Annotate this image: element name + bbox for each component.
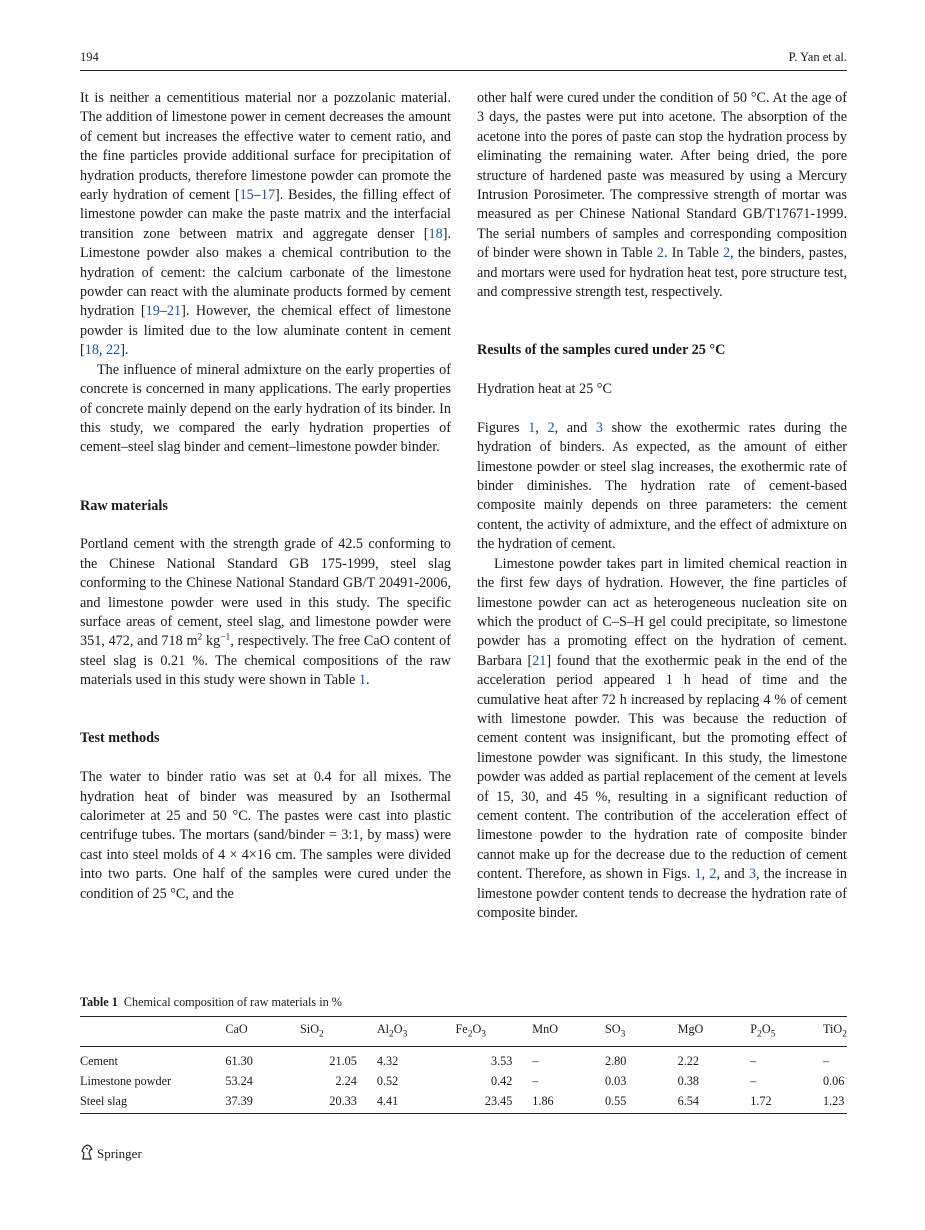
table-cell: 1.72 <box>750 1091 823 1114</box>
table-cell: 21.05 <box>329 1053 357 1068</box>
row-label: Cement <box>80 1053 118 1068</box>
citation-link[interactable]: 17 <box>260 187 276 204</box>
column-header: $SO_3$ <box>605 1017 678 1047</box>
figure-link[interactable]: 3 <box>748 866 757 883</box>
row-label: Limestone powder <box>80 1073 172 1088</box>
citation-link[interactable]: 21 <box>166 303 182 320</box>
table-cell: 2.80 <box>604 1053 627 1068</box>
figure-link[interactable]: 2 <box>547 419 555 436</box>
column-header: $Al_2O_3$ <box>377 1017 456 1047</box>
subsection-heading: Hydration heat at 25 °C <box>477 381 612 398</box>
table-cell: 0.42 <box>490 1073 513 1088</box>
paragraph: Portland cement with the strength grade of 42.5 conforming to the Chinese National Standard GB 175-1999, steel slag conforming to the Chinese National Standard GB/T 20491-2006, and limestone powder were used in this study. The specific surface areas of cement, steel slag, and limestone powder were 351, 472, and 718 $m^2$ $kg^{-1}$, respectively. The free CaO content of steel slag is 0.21 %. The chemical compositions of the raw materials used in this study were shown in Table 1. <box>80 536 452 689</box>
table-label: Table 1 <box>80 995 118 1009</box>
citation-link[interactable]: 15 <box>239 187 254 204</box>
citation-link[interactable]: 22 <box>106 342 121 359</box>
left-column <box>80 89 451 904</box>
paragraph: The water to binder ratio was set at 0.4 for all mixes. The hydration heat of binder was measured by an Isothermal calorimeter at 25 and 50 °C. The pastes were cast into plastic centrifuge tubes. The mortars (sand/binder = 3:1, by mass) were cast into steel molds of 4 × 4×16 cm. The samples were divided into two parts. One half of the samples were cured under the condition of 25 °C, and the <box>80 769 451 902</box>
row-label: Steel slag <box>80 1091 225 1114</box>
chemical-composition-table <box>80 1016 847 1114</box>
table-cell: – <box>823 1053 830 1068</box>
section-heading-results: Results of the samples cured under 25 °C <box>477 342 726 359</box>
table-cell: 2.24 <box>335 1073 357 1088</box>
table-cell: – <box>532 1053 539 1068</box>
header-rule <box>80 70 847 71</box>
figure-link[interactable]: 1 <box>694 866 702 883</box>
column-header: MgO <box>678 1017 751 1047</box>
table-row <box>80 1047 847 1072</box>
paragraph: It is neither a cementitious material nor a pozzolanic material. The addition of limestone power in cement decreases the amount of cement but increases the effective water to cement ratio, and the fine particles provide additional surface for precipitation of hydration products, therefore limestone powder can promote the early hydration of cement [15–17]. Besides, the filling effect of limestone powder can make the paste matrix and the interfacial transition zone between matrix and aggregate denser [18]. Limestone powder also makes a chemical contribution to the hydration of cement: the calcium carbonate of the limestone powder can react with the aluminate products formed by cement hydration [19–21]. However, the chemical effect of limestone powder is limited due to the low aluminate content in cement [18, 22]. <box>80 90 451 359</box>
table-header-row <box>80 1017 847 1047</box>
table-row <box>80 1071 847 1091</box>
table-cell: 0.03 <box>604 1073 627 1088</box>
paragraph: Figures 1, 2, and 3 show the exothermic rates during the hydration of binders. As expected, as the amount of either limestone powder or steel slag increases, the exothermic rate of binder diminishes. The hydration rate of cement-based composite mainly depends on three parameters: the cement content, the activity of admixture, and the effect of admixture on the hydration of cement. <box>477 419 848 553</box>
running-authors: P. Yan et al. <box>788 50 847 64</box>
right-column <box>477 89 847 923</box>
table-cell: 3.53 <box>490 1053 513 1068</box>
table-cell: 37.39 <box>225 1091 300 1114</box>
column-header: $Fe_2O_3$ <box>456 1017 533 1047</box>
column-header: MnO <box>532 1017 605 1047</box>
citation-link[interactable]: 21 <box>532 652 547 669</box>
table-link[interactable]: 2 <box>656 245 664 262</box>
citation-link[interactable]: 18 <box>428 225 443 242</box>
section-heading-test-methods: Test methods <box>80 730 160 747</box>
running-header <box>80 50 847 70</box>
table-link[interactable]: 1 <box>358 672 366 689</box>
table-cell: 1.23 <box>823 1091 847 1114</box>
table-cell: 20.33 <box>300 1091 377 1114</box>
column-header: TiO$_2$ <box>823 1017 847 1047</box>
table-cell: 4.41 <box>377 1091 456 1114</box>
figure-link[interactable]: 1 <box>528 419 536 436</box>
table-row <box>80 1091 847 1114</box>
citation-link[interactable]: 18 <box>84 342 99 359</box>
column-header: SiO$_2$ <box>300 1017 377 1047</box>
paragraph: The influence of mineral admixture on the early properties of concrete is concerned in many applications. The early properties of concrete mainly depend on the early hydration of its binder. In this study, we compared the early hydration properties of cement–steel slag binder and cement–limestone powder binder. <box>80 361 451 456</box>
table-cell: 6.54 <box>678 1091 751 1114</box>
table-cell: – <box>532 1073 539 1088</box>
table-cell: 1.86 <box>532 1091 605 1114</box>
springer-horse-logo-icon <box>80 1144 97 1164</box>
publisher-name: Springer <box>97 1146 142 1161</box>
citation-link[interactable]: 19 <box>145 303 160 320</box>
section-heading-raw-materials: Raw materials <box>80 497 168 514</box>
column-header: CaO <box>225 1017 300 1047</box>
table-cell: 61.30 <box>225 1053 253 1068</box>
table-cell: 0.06 <box>823 1073 845 1088</box>
table-cell: 2.22 <box>677 1053 699 1068</box>
paragraph: Limestone powder takes part in limited chemical reaction in the first few days of hydration. However, the fine particles of limestone powder can act as heterogeneous nucleation site on which the product of C–S–H gel could precipitate, so limestone powder has a promoting effect on the hydration of cement. Barbara [21] found that the exothermic peak in the end of the acceleration period appeared 1 h head of time and the cumulative heat after 72 h increased by replacing 4 % of cement with limestone powder. This was because the reduction of cement content was insignificant, but the promoting effect of limestone powder was significant. In this study, the limestone powder was added as partial replacement of the cement at levels of 15, 30, and 45 %, resulting in a significant reduction of cement content. The contribution of the acceleration effect of limestone powder to the hydration rate of composite binder cannot make up for the decrease due to the reduction of cement content. Therefore, as shown in Figs. 1, 2, and 3, the increase in limestone powder content tends to decrease the hydration rate of composite binder. <box>477 555 847 922</box>
table-cell: 4.32 <box>376 1053 399 1068</box>
page-number: 194 <box>80 50 99 64</box>
table-cell: – <box>750 1053 757 1068</box>
table-cell: 0.55 <box>605 1091 678 1114</box>
table-cell: – <box>750 1073 757 1088</box>
column-header: $P_2O_5$ <box>750 1017 823 1047</box>
table-caption <box>80 995 342 1010</box>
table-caption-text: Chemical composition of raw materials in % <box>123 995 342 1009</box>
figure-link[interactable]: 2 <box>709 866 717 883</box>
figure-link[interactable]: 3 <box>595 419 603 436</box>
table-link[interactable]: 2 <box>722 245 731 262</box>
table-cell: 53.24 <box>225 1073 253 1088</box>
paragraph: other half were cured under the condition of 50 °C. At the age of 3 days, the pastes were put into acetone. The absorption of the acetone into the pores of paste can stop the hydration process by eliminating the remaining water. After being dried, the pore structure of hardened paste was measured by using a Mercury Intrusion Porosimeter. The compressive strength of mortar was measured as per Chinese National Standard GB/T17671-1999. The serial numbers of samples and corresponding composition of binder were shown in Table 2. In Table 2, the binders, pastes, and mortars were used for hydration heat test, pore structure test, and compressive strength test, respectively. <box>477 90 847 301</box>
table-cell: 23.45 <box>456 1091 533 1114</box>
table-cell: 0.38 <box>677 1073 699 1088</box>
table-cell: 0.52 <box>376 1073 399 1088</box>
publisher-footer <box>80 1144 142 1164</box>
